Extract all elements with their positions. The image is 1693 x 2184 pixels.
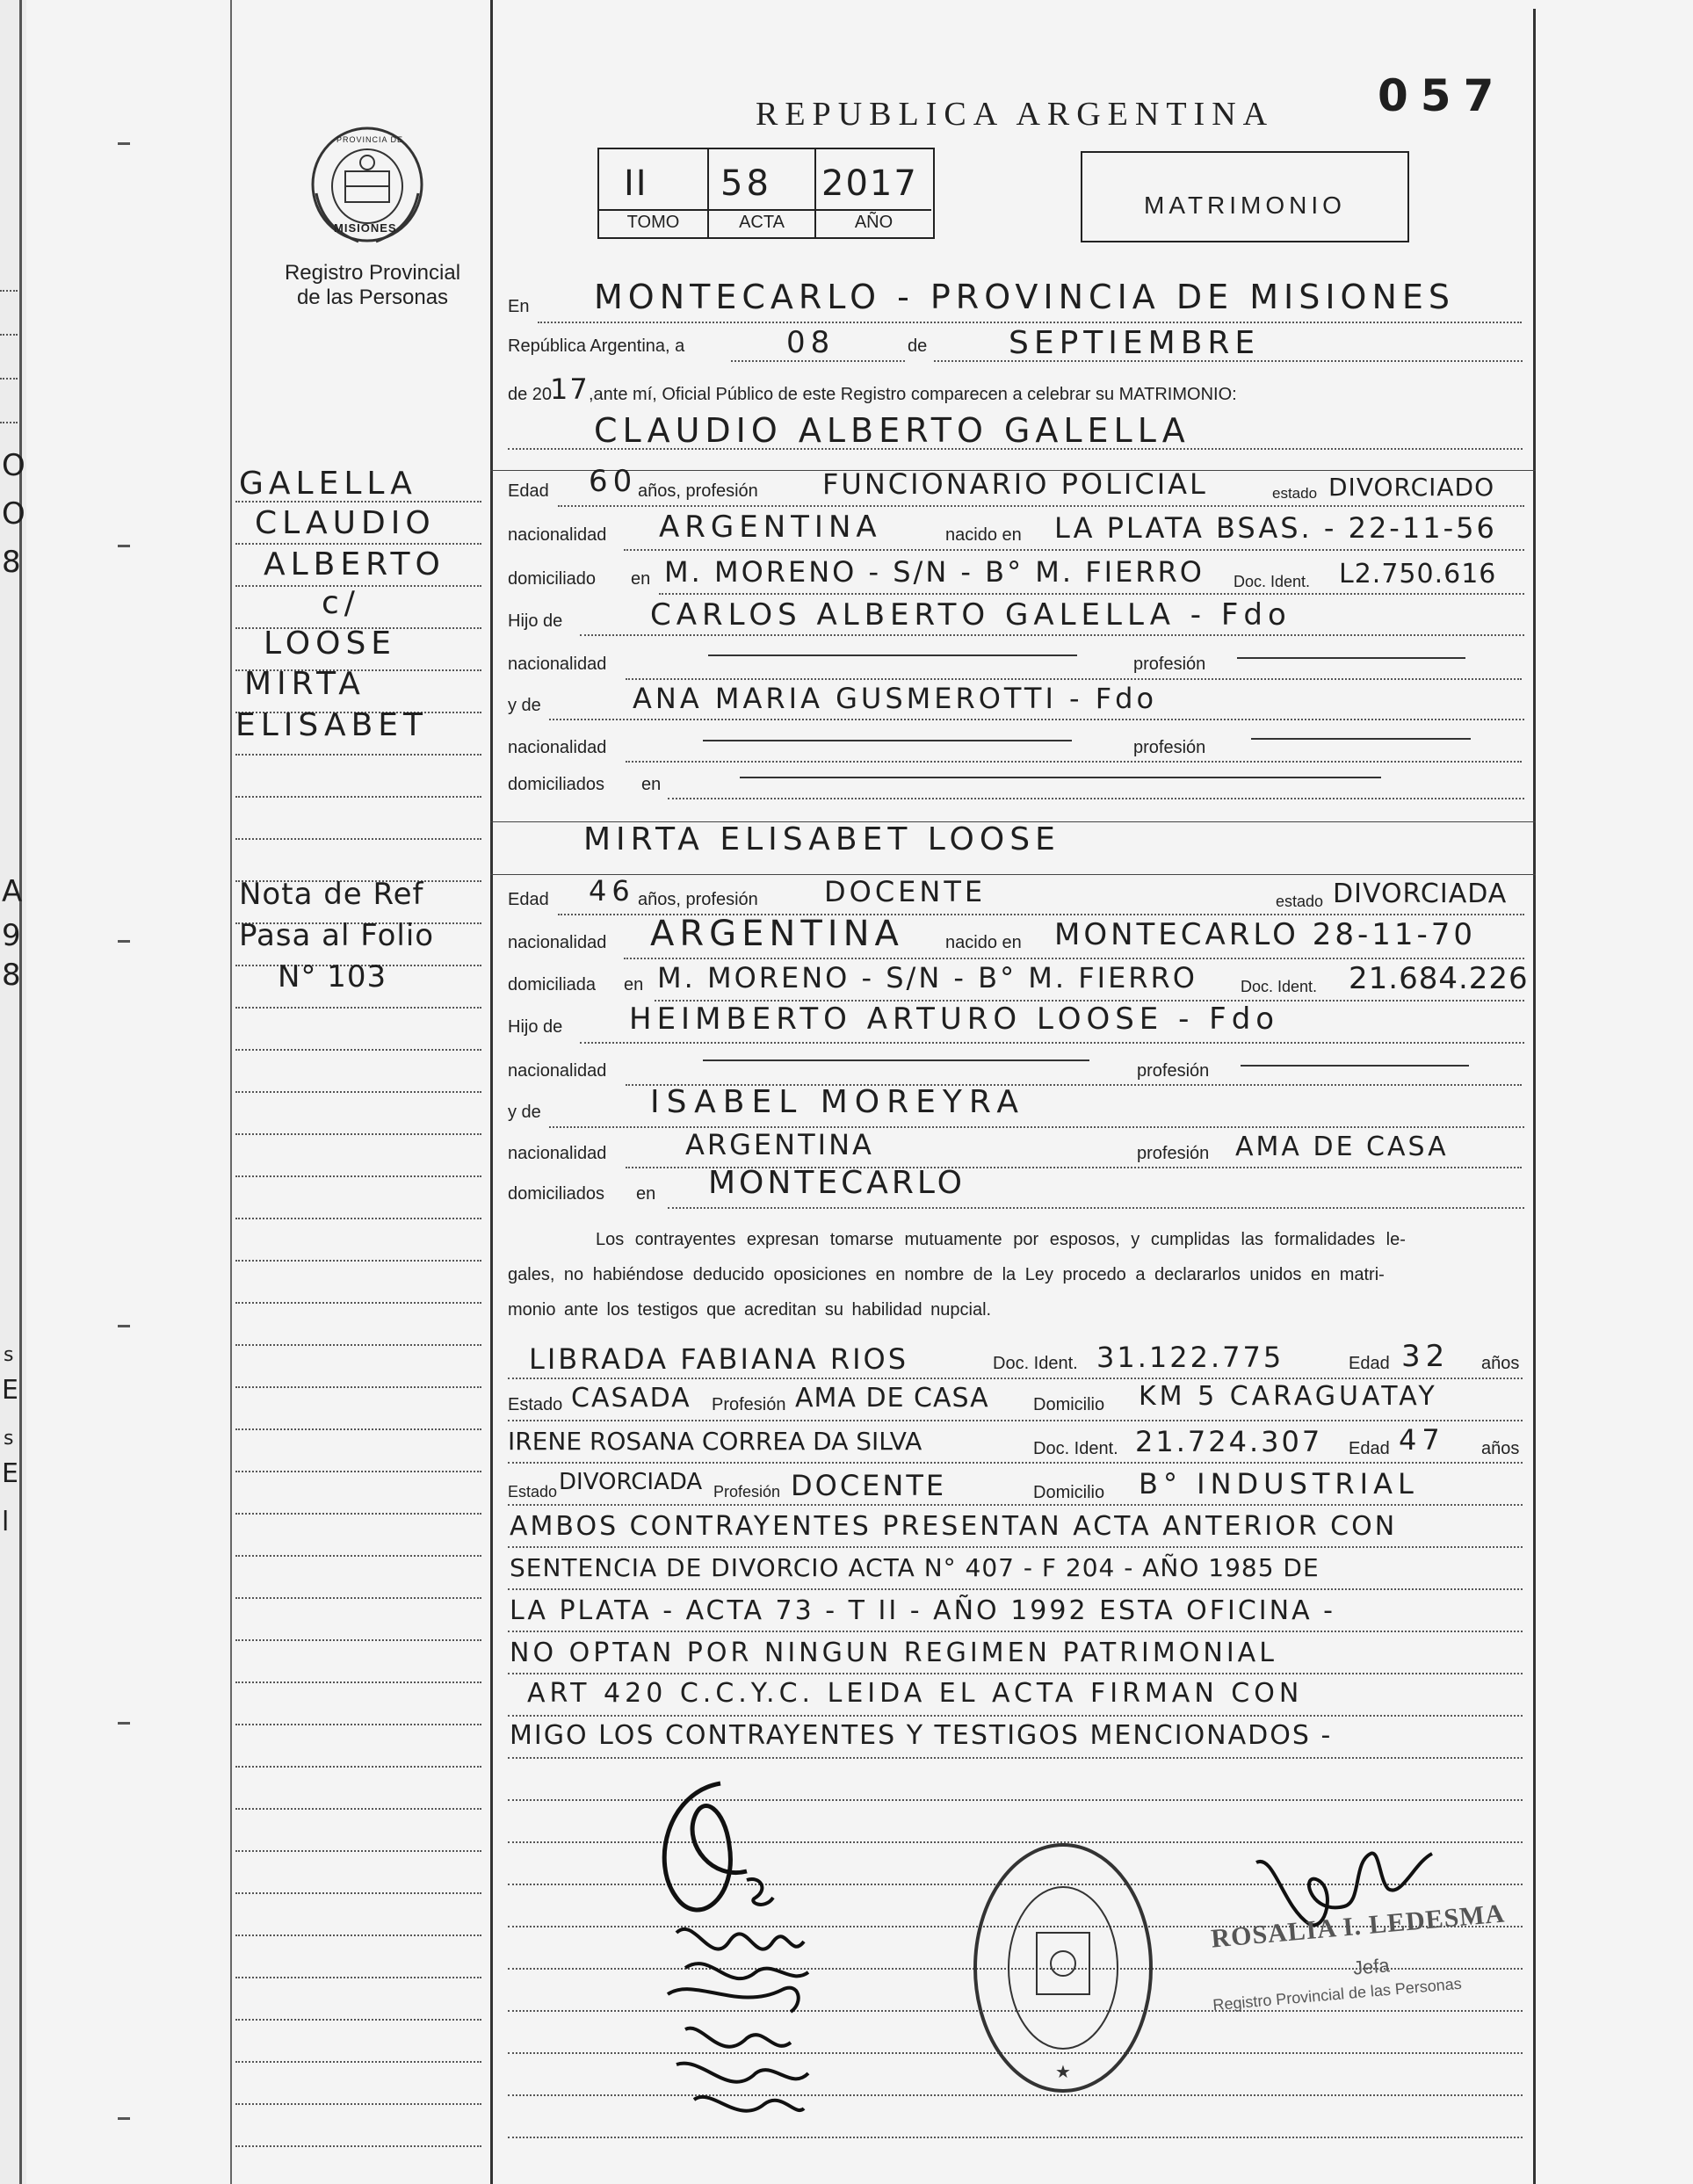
groom-nacido-label: nacido en xyxy=(945,525,1022,545)
tick-mark xyxy=(118,142,130,145)
groom-madre: ANA MARIA GUSMEROTTI - Fdo xyxy=(633,682,1158,715)
bride-nac-label: nacionalidad xyxy=(508,933,607,952)
margin-line-dots xyxy=(235,1302,481,1304)
groom-anios-prof-label: años, profesión xyxy=(638,481,758,501)
witness1-estado-label: Estado xyxy=(508,1395,563,1414)
day-value: 08 xyxy=(786,325,836,360)
edge-mark: O xyxy=(2,448,25,483)
witness1-anios-label: años xyxy=(1481,1354,1520,1373)
groom-nac2-label: nacionalidad xyxy=(508,654,607,674)
margin-line-dots xyxy=(235,1808,481,1810)
bride-nacionalidad: ARGENTINA xyxy=(650,914,904,954)
groom-full-name: CLAUDIO ALBERTO GALELLA xyxy=(594,411,1190,450)
line-dots xyxy=(626,678,1522,680)
edge-line-dots xyxy=(0,290,18,292)
margin-line-dots xyxy=(235,1724,481,1725)
witness1-profesion: AMA DE CASA xyxy=(795,1383,989,1414)
line-dots xyxy=(508,1420,1523,1421)
groom-hijo-label: Hijo de xyxy=(508,611,563,631)
margin-line-dots xyxy=(235,2019,481,2021)
left-margin-rule xyxy=(230,0,232,2184)
official-stamp-registry: Registro Provincial de las Personas xyxy=(1212,1974,1463,2014)
line-dots xyxy=(508,1631,1523,1632)
edge-mark: E xyxy=(2,1375,18,1406)
line-dots xyxy=(580,634,1524,636)
groom-domicilio: M. MORENO - S/N - B° M. FIERRO xyxy=(664,555,1205,589)
blank-strike xyxy=(740,777,1381,778)
margin-line-dots xyxy=(235,1935,481,1936)
tomo-value: II xyxy=(624,163,648,204)
acta-value: 58 xyxy=(720,163,772,204)
bride-anios-prof-label: años, profesión xyxy=(638,890,758,909)
witness1-prof-label: Profesión xyxy=(712,1395,786,1414)
margin-note-line: ALBERTO xyxy=(264,546,445,582)
month-value: SEPTIEMBRE xyxy=(1009,325,1261,361)
groom-nacido: LA PLATA BSAS. - 22-11-56 xyxy=(1054,511,1497,545)
anio-label: AÑO xyxy=(854,213,894,232)
year-prefix: de 20 xyxy=(508,385,553,404)
bride-doc: 21.684.226 xyxy=(1349,961,1529,996)
binding-edge xyxy=(19,0,22,2184)
margin-line-dots xyxy=(235,1471,481,1472)
blank-strike xyxy=(1251,738,1471,740)
witness2-name: IRENE ROSANA CORREA DA SILVA xyxy=(508,1427,922,1456)
tick-mark xyxy=(118,2117,130,2120)
margin-line-dots xyxy=(235,1639,481,1641)
note-line: NO OPTAN POR NINGUN REGIMEN PATRIMONIAL xyxy=(510,1638,1277,1668)
line-dots xyxy=(508,1757,1523,1759)
margin-line-dots xyxy=(235,2103,481,2105)
edge-mark: s xyxy=(4,1344,14,1366)
section-rule xyxy=(490,874,1536,875)
margin-note-line: c/ xyxy=(322,585,360,621)
margin-note-line: CLAUDIO xyxy=(255,505,436,541)
margin-line-dots xyxy=(235,1386,481,1388)
margin-line-dots xyxy=(235,1597,481,1599)
tick-mark xyxy=(118,545,130,547)
tick-mark xyxy=(118,1722,130,1725)
margin-line-dots xyxy=(235,1513,481,1515)
groom-domiciliados-label: domiciliados xyxy=(508,775,605,794)
groom-doc-label: Doc. Ident. xyxy=(1234,573,1311,590)
bride-edad-label: Edad xyxy=(508,890,549,909)
note-line: ART 420 C.C.Y.C. LEIDA EL ACTA FIRMAN CON xyxy=(527,1678,1304,1709)
bride-prof-label: profesión xyxy=(1137,1061,1210,1081)
margin-line-dots xyxy=(235,1260,481,1262)
margin-line-dots xyxy=(235,1428,481,1430)
note-line: MIGO LOS CONTRAYENTES Y TESTIGOS MENCIONADOS - xyxy=(510,1720,1333,1751)
republica-label: República Argentina, a xyxy=(508,336,685,356)
bride-en-label: en xyxy=(624,975,644,994)
bride-nac3-label: nacionalidad xyxy=(508,1144,607,1163)
groom-prof2-label: profesión xyxy=(1133,738,1206,757)
edge-mark: E xyxy=(2,1458,18,1489)
bride-nacido: MONTECARLO 28-11-70 xyxy=(1054,917,1477,952)
bride-nacionalidad-madre: ARGENTINA xyxy=(685,1128,874,1161)
margin-line-dots xyxy=(235,1681,481,1683)
line-dots xyxy=(659,593,1524,595)
bride-nac2-label: nacionalidad xyxy=(508,1061,607,1081)
margin-line-dots xyxy=(235,1766,481,1768)
groom-doc: L2.750.616 xyxy=(1339,559,1497,589)
line-dots xyxy=(558,505,1524,507)
tick-mark xyxy=(118,1325,130,1327)
note-line: LA PLATA - ACTA 73 - T II - AÑO 1992 ESTA OFICINA - xyxy=(510,1595,1335,1626)
tick-mark xyxy=(118,940,130,943)
declaration-line1: Los contrayentes expresan tomarse mutuamente por esposos, y cumplidas las formalidades le- xyxy=(596,1230,1406,1249)
declaration-line3: monio ante los testigos que acreditan su habilidad nupcial. xyxy=(508,1300,992,1320)
margin-line-dots xyxy=(235,1175,481,1177)
witness1-doc: 31.122.775 xyxy=(1096,1341,1284,1374)
reference-note-line: Nota de Ref xyxy=(239,877,424,912)
groom-yde-label: y de xyxy=(508,696,541,715)
reference-note-line: N° 103 xyxy=(278,959,387,994)
place-value: MONTECARLO - PROVINCIA DE MISIONES xyxy=(594,278,1456,316)
bride-edad: 46 xyxy=(589,874,635,908)
margin-note-line: MIRTA xyxy=(244,666,365,702)
bride-dom-label: domiciliada xyxy=(508,975,597,994)
note-line: SENTENCIA DE DIVORCIO ACTA N° 407 - F 204 - AÑO 1985 DE xyxy=(510,1553,1320,1582)
witness2-doc: 21.724.307 xyxy=(1135,1425,1323,1458)
edge-mark: 8 xyxy=(2,545,21,580)
declaration-line2: gales, no habiéndose deducido oposiciones en nombre de la Ley procedo a declararlos unidos en matri- xyxy=(508,1265,1385,1284)
edge-line-dots xyxy=(0,378,18,380)
signatures-scribble-icon xyxy=(615,1766,843,2152)
groom-estado-label: estado xyxy=(1272,485,1318,502)
margin-line-dots xyxy=(235,1555,481,1557)
bride-padre: HEIMBERTO ARTURO LOOSE - Fdo xyxy=(629,1002,1280,1037)
bride-domiciliados: MONTECARLO xyxy=(708,1165,966,1201)
act-type: MATRIMONIO xyxy=(1144,192,1346,219)
blank-strike xyxy=(708,654,1077,656)
groom-edad-label: Edad xyxy=(508,481,549,501)
margin-line-dots xyxy=(235,1892,481,1894)
witness2-prof-label: Profesión xyxy=(713,1483,781,1501)
edge-mark: O xyxy=(2,496,25,532)
groom-nac3-label: nacionalidad xyxy=(508,738,607,757)
margin-line-dots xyxy=(235,2061,481,2063)
edge-mark: s xyxy=(4,1428,14,1450)
line-dots xyxy=(624,549,1524,551)
line-dots xyxy=(508,1504,1523,1506)
witness1-edad: 32 xyxy=(1401,1339,1451,1374)
witness2-estado: DIVORCIADA xyxy=(559,1469,703,1495)
edge-line-dots xyxy=(0,334,18,336)
line-dots xyxy=(668,798,1524,799)
blank-strike xyxy=(1241,1065,1469,1067)
seal-bottom-text: MISIONES xyxy=(334,221,397,235)
groom-en-label: en xyxy=(631,569,651,589)
svg-text:★: ★ xyxy=(1055,2061,1071,2082)
margin-line-dots xyxy=(235,1091,481,1093)
witness2-doc-label: Doc. Ident. xyxy=(1033,1439,1118,1458)
witness1-domicilio: KM 5 CARAGUATAY xyxy=(1139,1381,1438,1412)
witness2-dom-label: Domicilio xyxy=(1033,1483,1105,1502)
tomo-label: TOMO xyxy=(626,213,680,232)
witness1-doc-label: Doc. Ident. xyxy=(993,1354,1078,1373)
groom-en2-label: en xyxy=(641,775,662,794)
margin-line-dots xyxy=(235,1344,481,1346)
bride-nacido-label: nacido en xyxy=(945,933,1022,952)
edge-mark: A xyxy=(2,874,23,909)
groom-dom-label: domiciliado xyxy=(508,569,597,589)
witness1-edad-label: Edad xyxy=(1349,1354,1390,1373)
margin-line-dots xyxy=(235,2145,481,2147)
witness1-name: LIBRADA FABIANA RIOS xyxy=(529,1342,908,1376)
bride-full-name: MIRTA ELISABET LOOSE xyxy=(583,821,1060,857)
witness1-dom-label: Domicilio xyxy=(1033,1395,1105,1414)
blank-strike xyxy=(1237,657,1465,659)
margin-line-dots xyxy=(235,1218,481,1219)
margin-note-line: ELISABET xyxy=(235,707,428,743)
witness2-estado-label: Estado xyxy=(508,1483,558,1501)
bride-domiciliados-label: domiciliados xyxy=(508,1184,605,1204)
stamp-inner-text xyxy=(1019,1968,1031,1969)
ante-text: ,ante mí, Oficial Público de este Registro comparecen a celebrar su MATRIMONIO: xyxy=(589,385,1237,404)
registry-name-line2: de las Personas xyxy=(296,286,449,309)
margin-line-dots xyxy=(235,1007,481,1009)
blank-strike xyxy=(703,740,1072,741)
groom-edad: 60 xyxy=(589,464,638,499)
bride-doc-label: Doc. Ident. xyxy=(1241,978,1318,995)
bride-estado: DIVORCIADA xyxy=(1333,879,1508,909)
edge-line-dots xyxy=(0,422,18,423)
line-dots xyxy=(508,1715,1523,1717)
groom-nac-label: nacionalidad xyxy=(508,525,607,545)
blank-strike xyxy=(703,1059,1089,1061)
margin-line-dots xyxy=(235,1049,481,1051)
column-divider xyxy=(490,0,493,2184)
reference-note-line: Pasa al Folio xyxy=(239,918,435,953)
official-stamp-role: Jefa xyxy=(1351,1954,1391,1979)
edge-mark: 8 xyxy=(2,958,21,993)
groom-nacionalidad: ARGENTINA xyxy=(659,510,882,545)
edge-mark: 9 xyxy=(2,918,21,953)
bride-domicilio: M. MORENO - S/N - B° M. FIERRO xyxy=(657,961,1197,994)
witness2-edad-label: Edad xyxy=(1349,1439,1390,1458)
acta-label: ACTA xyxy=(739,213,785,232)
margin-line-dots xyxy=(235,1977,481,1978)
line-dots xyxy=(549,719,1524,720)
line-dots xyxy=(626,761,1522,763)
margin-line-dots xyxy=(235,1133,481,1135)
bride-madre: ISABEL MOREYRA xyxy=(650,1084,1026,1120)
country-title: REPUBLICA ARGENTINA xyxy=(756,96,1275,133)
line-dots xyxy=(580,1042,1524,1044)
line-dots xyxy=(538,322,1522,323)
en-label: En xyxy=(508,297,530,316)
witness2-edad: 47 xyxy=(1399,1423,1445,1457)
line-dots xyxy=(624,958,1524,959)
margin-line-dots xyxy=(235,754,481,756)
line-dots xyxy=(508,1546,1523,1548)
line-dots xyxy=(508,1378,1523,1379)
bride-estado-label: estado xyxy=(1276,893,1324,910)
bride-yde-label: y de xyxy=(508,1103,541,1122)
binding-strip xyxy=(0,0,26,2184)
anio-value: 2017 xyxy=(821,163,918,204)
witness1-estado: CASADA xyxy=(571,1383,691,1414)
margin-line-dots xyxy=(235,543,481,545)
right-border xyxy=(1533,9,1536,2184)
witness2-anios-label: años xyxy=(1481,1439,1520,1458)
groom-prof-label: profesión xyxy=(1133,654,1206,674)
line-dots xyxy=(508,1673,1523,1674)
groom-estado: DIVORCIADO xyxy=(1328,473,1495,502)
registry-name-line1: Registro Provincial xyxy=(284,261,461,285)
line-dots xyxy=(731,360,905,362)
page-number: 057 xyxy=(1378,70,1507,121)
bride-profesion-madre: AMA DE CASA xyxy=(1235,1132,1449,1162)
bride-hijo-label: Hijo de xyxy=(508,1017,563,1037)
stamp-outer-text xyxy=(966,1836,1160,2100)
bride-profesion: DOCENTE xyxy=(824,875,987,908)
groom-padre: CARLOS ALBERTO GALELLA - Fdo xyxy=(650,597,1291,633)
line-dots xyxy=(508,1462,1523,1464)
groom-profesion: FUNCIONARIO POLICIAL xyxy=(822,467,1208,501)
witness2-profesion: DOCENTE xyxy=(791,1469,947,1502)
margin-note-line: GALELLA xyxy=(239,466,417,502)
margin-line-dots xyxy=(235,796,481,798)
note-line: AMBOS CONTRAYENTES PRESENTAN ACTA ANTERIOR CON xyxy=(510,1511,1398,1542)
edge-mark: l xyxy=(2,1507,10,1537)
line-dots xyxy=(668,1207,1524,1209)
line-dots xyxy=(508,1588,1523,1590)
bride-prof2-label: profesión xyxy=(1137,1144,1210,1163)
margin-note-line: LOOSE xyxy=(264,626,397,662)
official-stamp-name: ROSALIA I. LEDESMA xyxy=(1210,1898,1507,1954)
margin-line-dots xyxy=(235,838,481,840)
witness2-domicilio: B° INDUSTRIAL xyxy=(1139,1467,1419,1501)
bride-en2-label: en xyxy=(636,1184,656,1204)
margin-line-dots xyxy=(235,1850,481,1852)
seal-top-text: PROVINCIA DE xyxy=(336,135,404,144)
box-rule xyxy=(599,209,931,211)
year-suffix: 17 xyxy=(550,372,590,406)
de-label: de xyxy=(908,336,928,356)
